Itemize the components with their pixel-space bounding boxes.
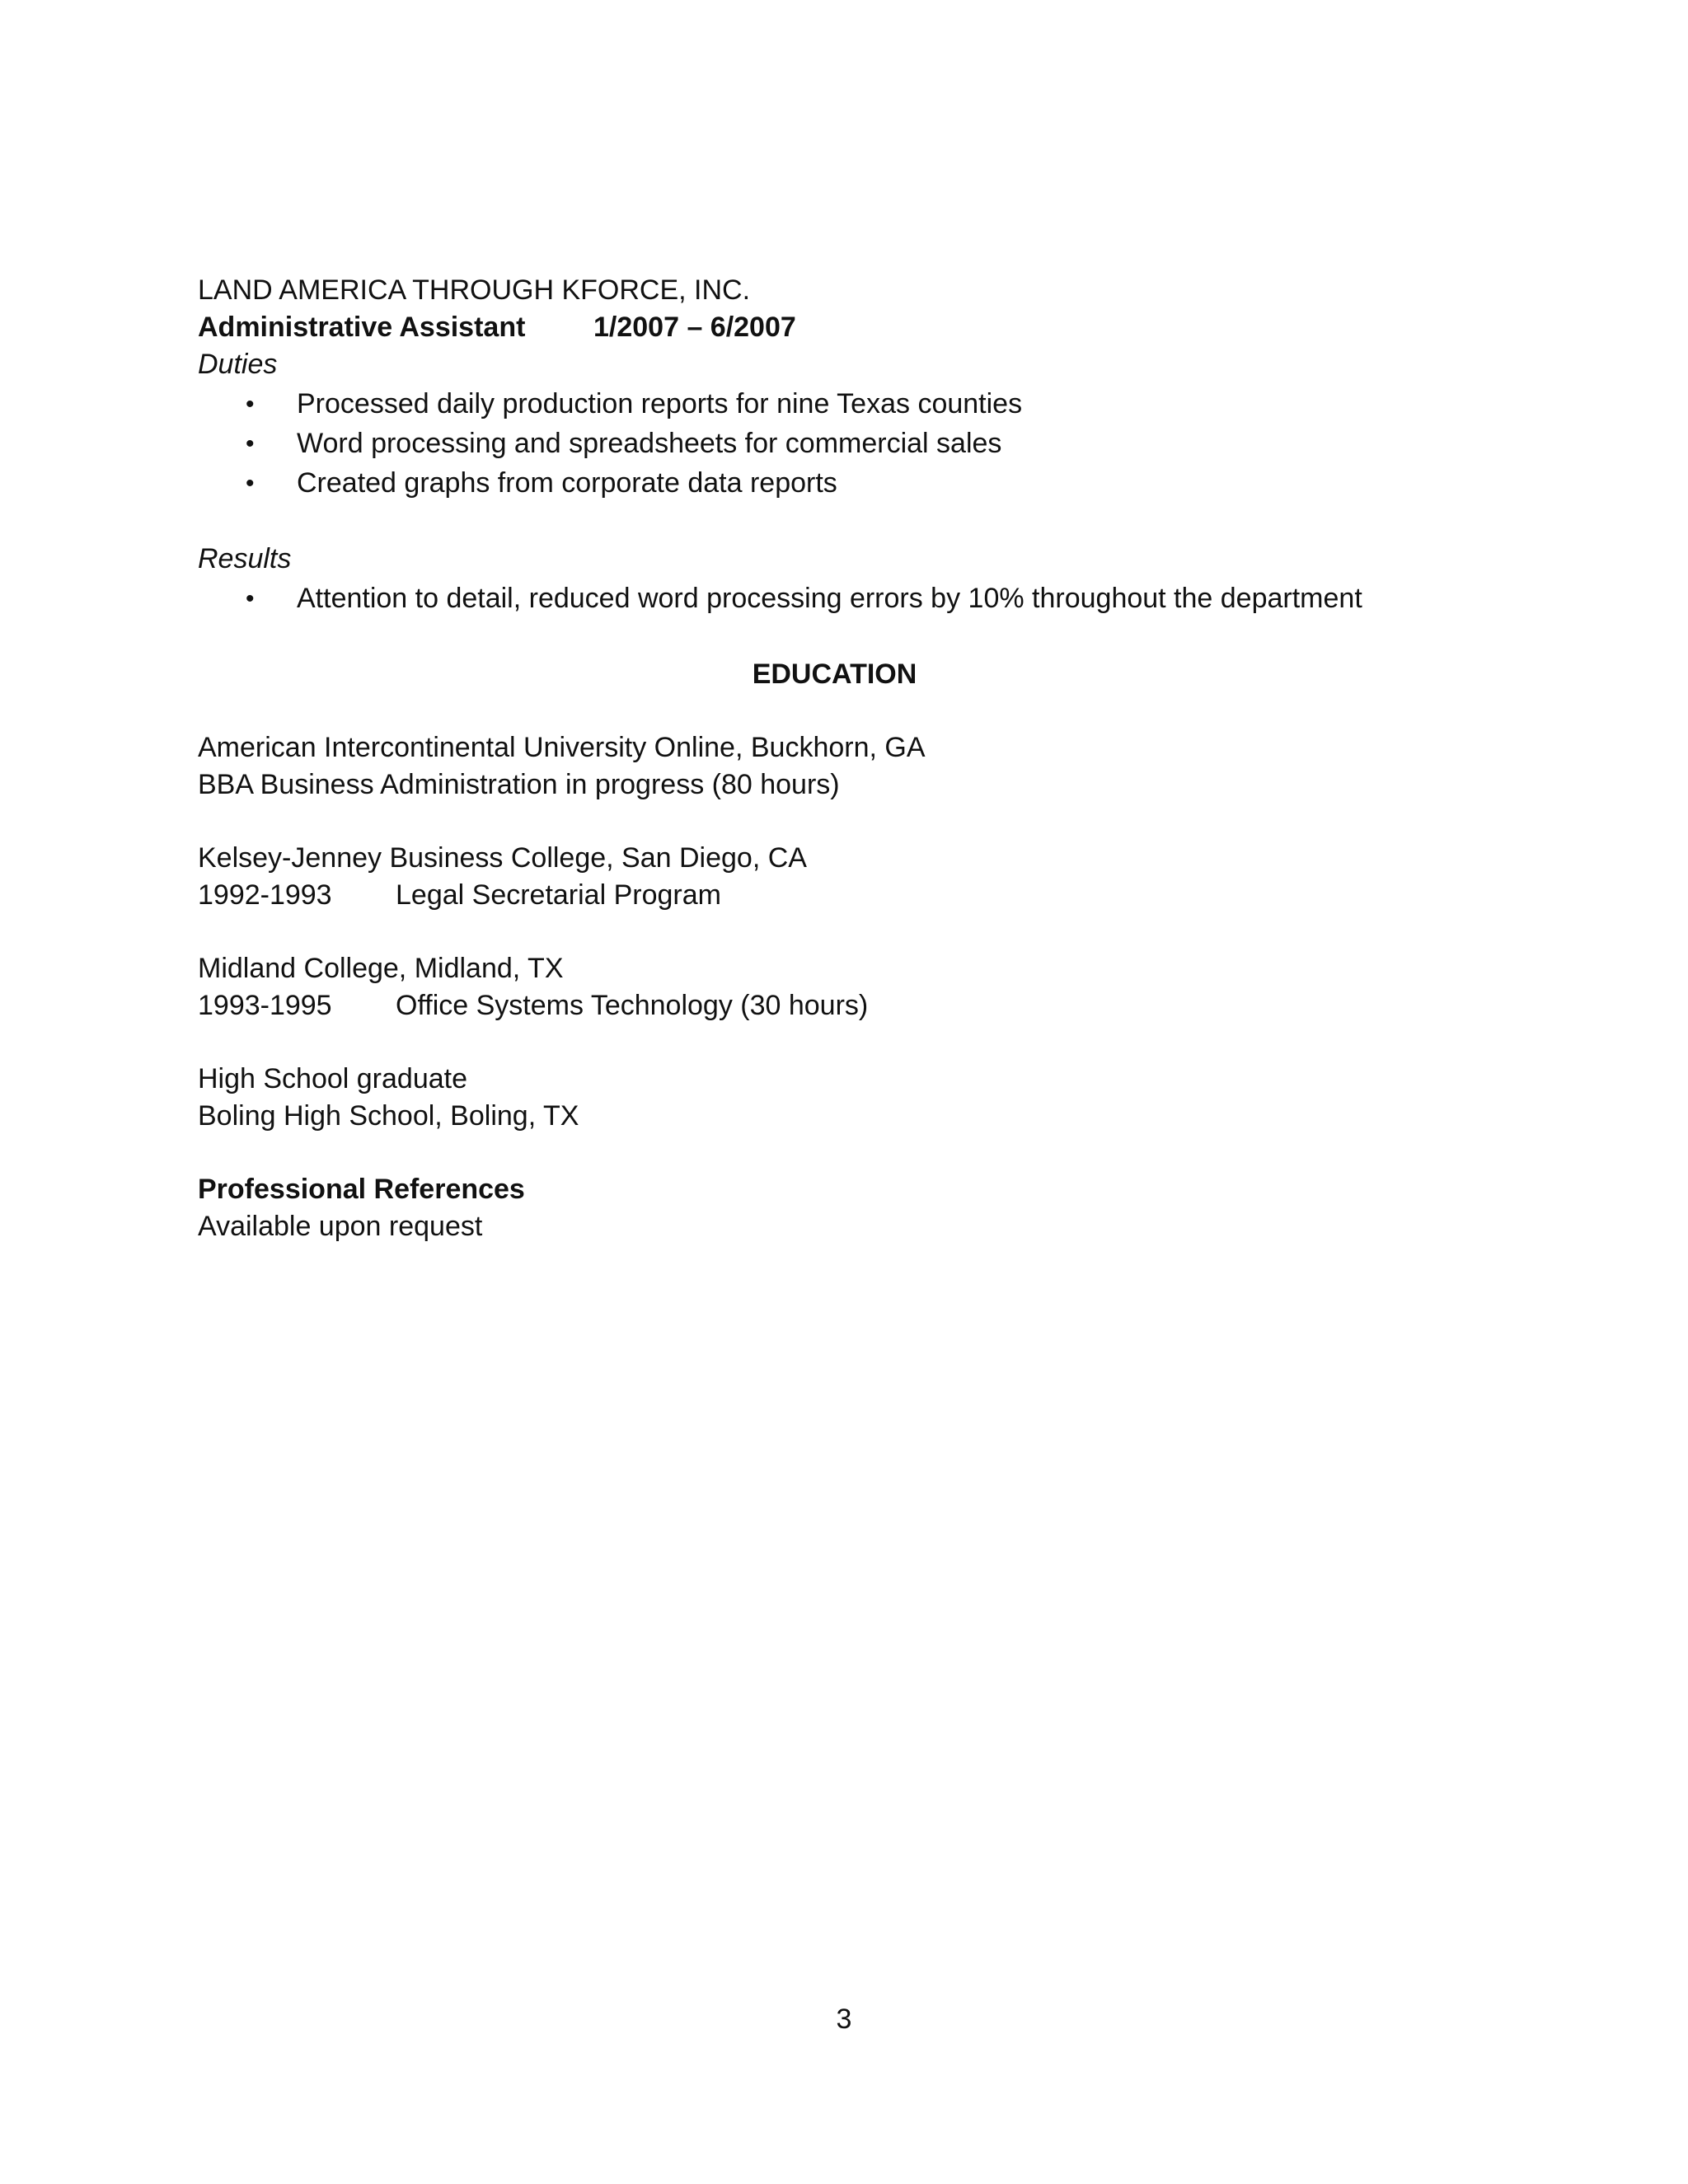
- bullet-icon: •: [246, 470, 255, 497]
- education-program: Legal Secretarial Program: [396, 879, 721, 911]
- job-title: Administrative Assistant: [198, 312, 526, 343]
- list-item: [198, 580, 1492, 617]
- education-years: 1992-1993: [198, 879, 332, 911]
- references-text: Available upon request: [198, 1211, 483, 1242]
- education-years: 1993-1995: [198, 990, 332, 1021]
- duty-text: Processed daily production reports for nine Texas counties: [297, 388, 1023, 419]
- bullet-icon: •: [246, 585, 255, 612]
- job-title-row: [198, 309, 1492, 346]
- education-detail: BBA Business Administration in progress (80 hours): [198, 769, 840, 800]
- result-text: Attention to detail, reduced word processing errors by 10% throughout the department: [297, 583, 1362, 614]
- duty-text: Created graphs from corporate data reports: [297, 467, 837, 499]
- education-school: American Intercontinental University Online, Buckhorn, GA: [198, 732, 926, 763]
- education-heading: EDUCATION: [752, 658, 917, 690]
- education-program-row: [198, 877, 1492, 914]
- education-school: Midland College, Midland, TX: [198, 953, 564, 984]
- education-detail: Boling High School, Boling, TX: [198, 1100, 579, 1132]
- education-program-row: [198, 987, 1492, 1024]
- education-program: Office Systems Technology (30 hours): [396, 990, 869, 1021]
- employer-name: LAND AMERICA THROUGH KFORCE, INC.: [198, 274, 751, 306]
- duty-text: Word processing and spreadsheets for commercial sales: [297, 428, 1002, 459]
- bullet-icon: •: [246, 430, 255, 457]
- job-dates: 1/2007 – 6/2007: [593, 312, 796, 343]
- list-item: [198, 465, 1492, 502]
- list-item: [198, 386, 1492, 423]
- results-list: [198, 580, 1492, 617]
- education-school: High School graduate: [198, 1063, 468, 1094]
- duties-heading: Duties: [198, 349, 278, 380]
- education-school: Kelsey-Jenney Business College, San Diego, CA: [198, 842, 807, 874]
- references-heading: Professional References: [198, 1174, 525, 1205]
- resume-content: [198, 272, 1492, 1245]
- list-item: [198, 425, 1492, 462]
- results-heading: Results: [198, 543, 292, 574]
- page-number: 3: [836, 2004, 852, 2035]
- duties-list: [198, 386, 1492, 502]
- bullet-icon: •: [246, 391, 255, 418]
